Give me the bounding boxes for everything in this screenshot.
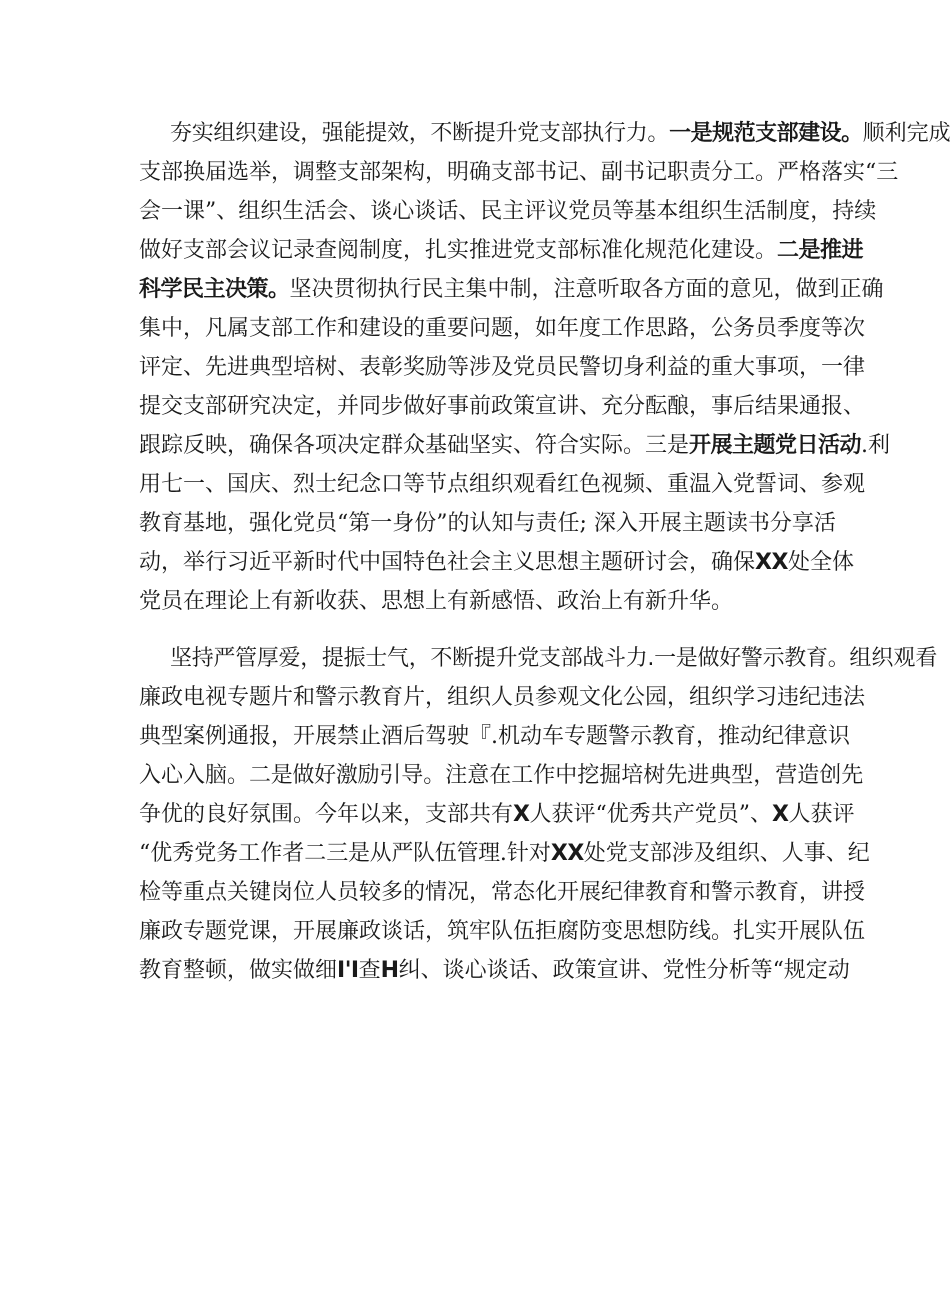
text-run: .针对 (499, 841, 551, 866)
text-run: .利 (861, 433, 891, 458)
text-run: 入心入脑。 (139, 763, 250, 788)
paragraph-1-line-1 (170, 114, 951, 154)
text-run: 用七一、国庆、烈士纪念口等节点组织观看红色视频、重温入党誓词、参观 (139, 472, 866, 497)
text-run: 教育整顿，做实做细 (139, 958, 338, 983)
text-run: “优秀党务工作者二 (139, 841, 327, 866)
paragraph-1-line-9 (139, 426, 891, 466)
paragraph-1-line-5 (139, 270, 884, 310)
paragraph-1-line-4 (139, 231, 864, 271)
text-run: 廉政电视专题片和警示教育片，组织人员参观文化公园，组织学习违纪违法 (139, 685, 866, 710)
paragraph-1-line-10 (139, 465, 866, 505)
text-run: 提交支部研究决定，并同步做好事前政策宣讲、充分酝酿，事后结果通报、 (139, 394, 866, 419)
paragraph-2-line-2 (139, 678, 866, 718)
paragraph-1-line-11 (139, 504, 836, 544)
text-run: 典型案例通报，开展禁止酒后驾驶『.机动车专题警示教育，推动纪律意识 (139, 724, 850, 749)
paragraph-1-line-6 (139, 309, 866, 349)
paragraph-2-line-8 (139, 912, 866, 952)
bold-placeholder: X (513, 802, 530, 827)
text-run: 教育基地，强化党员“第一身份”的认知与责任; 深入开展主题读书分享活 (139, 511, 836, 536)
text-run: 动，举行习近平新时代中国特色社会主义思想主题研讨会，确保 (139, 550, 756, 575)
text-run: 评定、先进典型培树、表彰奖励等涉及党员民警切身利益的重大事项，一律 (139, 355, 866, 380)
text-run: 廉政专题党课，开展廉政谈话，筑牢队伍拒腐防变思想防线。扎实开展队伍 (139, 919, 866, 944)
bold-ocr-glyph: H (380, 958, 399, 983)
paragraph-2-line-4 (139, 756, 864, 796)
bold-phrase: 科学民主决策。 (139, 277, 290, 302)
bold-placeholder: X (771, 802, 789, 827)
section-heading-1: 夯实组织建设，强能提效，不断提升党支部执行力。 (170, 121, 670, 146)
text-run: 支部换届选举，调整支部架构，明确支部书记、副书记职责分工。严格落实“三 (139, 160, 899, 185)
text-run: 会一课”、组织生活会、谈心谈话、民主评议党员等基本组织生活制度，持续 (139, 199, 877, 224)
paragraph-1-line-2 (139, 153, 899, 193)
text-run: 纠、谈心谈话、政策宣讲、党性分析等“规定动 (398, 958, 850, 983)
bold-phrase: 开展主题党日活动 (689, 433, 862, 458)
paragraph-1-line-7 (139, 348, 866, 388)
text-run: 顺利完成 (862, 121, 951, 146)
heading-phrase: 三是从严队伍管理 (326, 841, 500, 866)
paragraph-2-line-7 (139, 873, 866, 913)
bold-placeholder: XX (550, 841, 584, 866)
paragraph-2-line-5 (139, 795, 855, 835)
text-run: 查 (358, 958, 381, 983)
text-run: 争优的良好氛围。今年以来，支部共有 (139, 802, 514, 827)
paragraph-2-line-6 (139, 834, 870, 874)
bold-phrase: 一是规范支部建设。 (669, 121, 863, 146)
paragraph-2-line-9 (139, 951, 850, 991)
text-run: 人获评“优秀共产党员”、 (529, 802, 772, 827)
paragraph-2-line-3 (139, 717, 850, 757)
section-heading-2: 坚持严管厚爱，提振士气，不断提升党支部战斗力.一是做好警示教育。 (170, 646, 850, 671)
paragraph-1-line-13 (139, 582, 799, 622)
heading-phrase: 二是做好激励 (249, 763, 380, 788)
bold-ocr-glyph: I'I (337, 958, 359, 983)
bold-placeholder: XX (755, 550, 788, 575)
text-run: 跟踪反映，确保各项决定群众基础坚实、符合实际。三是 (139, 433, 690, 458)
text-run: 处全体 (787, 550, 854, 575)
text-run: 集中，凡属支部工作和建设的重要问题，如年度工作思路，公务员季度等次 (139, 316, 866, 341)
text-run: 检等重点关键岗位人员较多的情况，常态化开展纪律教育和警示教育，讲授 (139, 880, 866, 905)
paragraph-1-line-12 (139, 543, 854, 583)
text-run: 处党支部涉及组织、人事、纪 (583, 841, 870, 866)
bold-phrase: 二是推进 (777, 238, 864, 263)
text-run: 党员在理论上有新收获、思想上有新感悟、政治上有新升华。 (139, 589, 734, 614)
paragraph-1-line-8 (139, 387, 866, 427)
text-run: 坚决贯彻执行民主集中制，注意听取各方面的意见，做到正确 (289, 277, 884, 302)
text-run: 组织观看 (849, 646, 938, 671)
paragraph-1-line-3 (139, 192, 877, 232)
text-run: 人获评 (788, 802, 855, 827)
text-run: 做好支部会议记录查阅制度，扎实推进党支部标准化规范化建设。 (139, 238, 778, 263)
paragraph-2-line-1 (170, 639, 938, 679)
text-run: 引导。注意在工作中挖掘培树先进典型，营造创先 (379, 763, 864, 788)
